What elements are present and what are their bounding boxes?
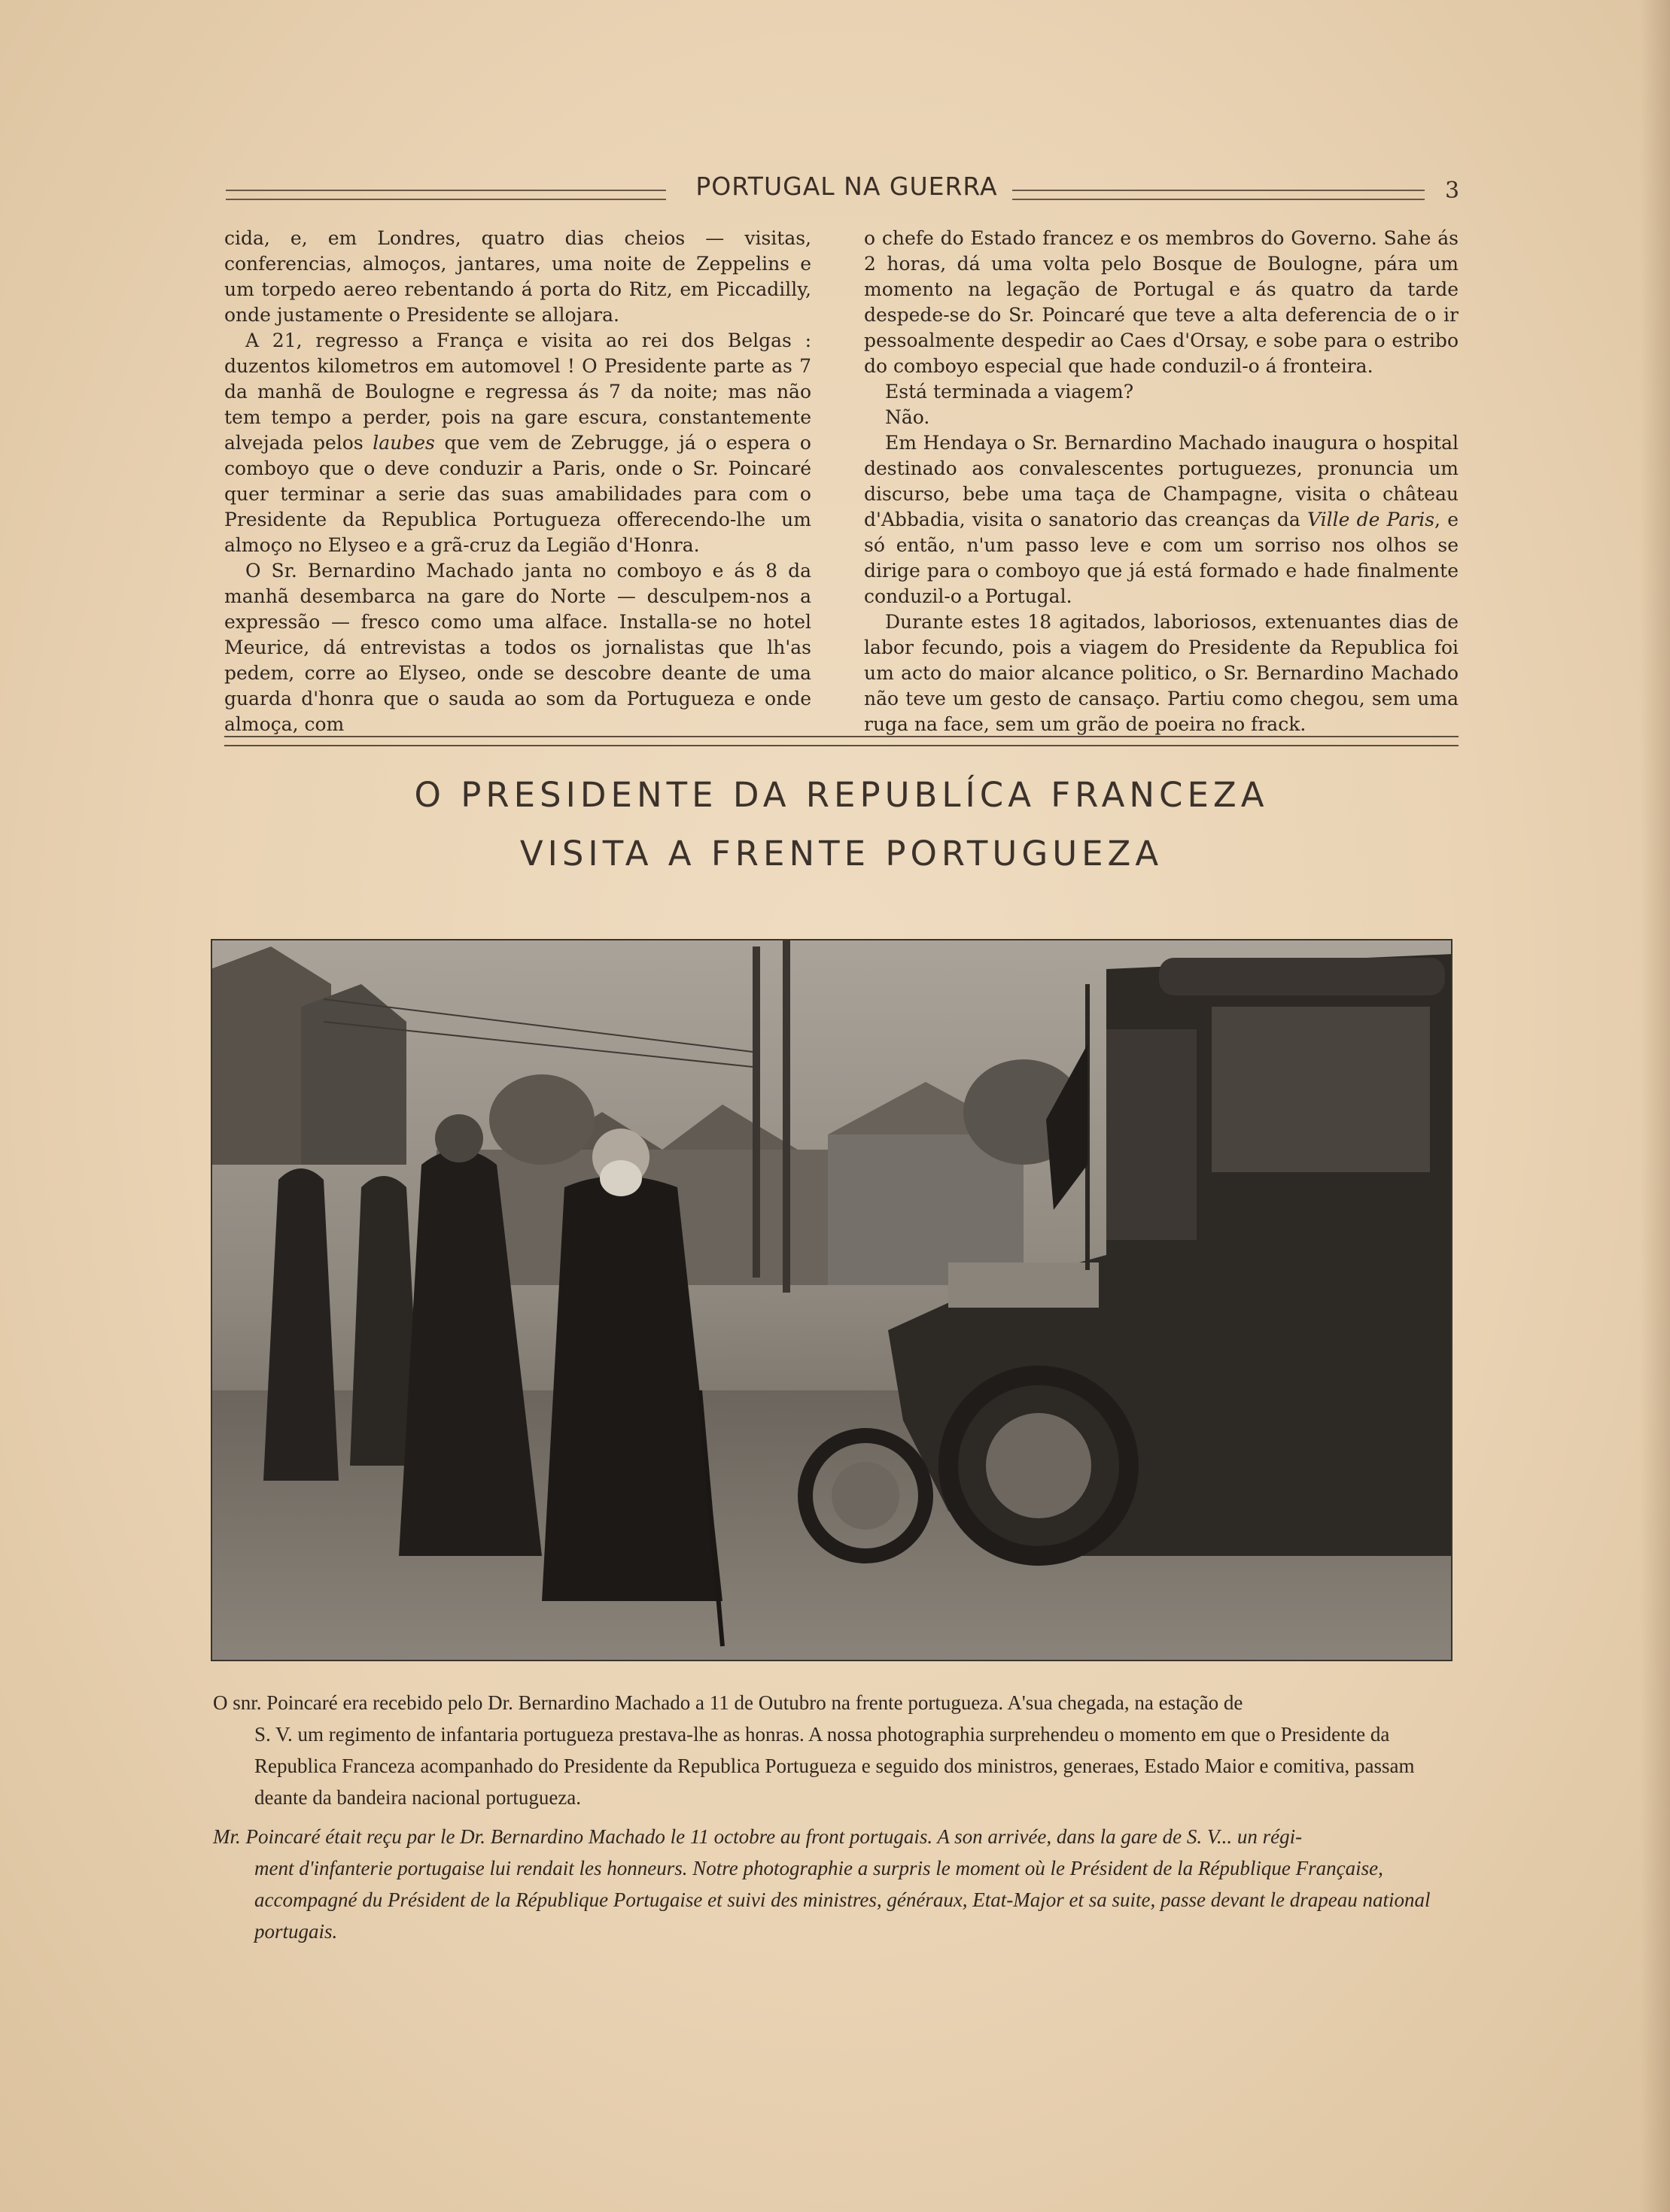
news-photograph [211,939,1453,1661]
paragraph: o chefe do Estado francez e os membros do Governo. Sahe ás 2 horas, dá uma volta pelo Bosque de Boulogne, pára um momento na legação de Portugal e ás quatro da tarde despede-se do Sr. Poincaré que teve a alta deferencia de o ir pessoalmente despedir ao Caes d'Orsay, e sobe para o estribo do comboyo especial que hade conduzil-o á fronteira. [864,227,1459,377]
publication-title: PORTUGAL NA GUERRA [695,172,998,201]
headline-line-2: VISITA A FRENTE PORTUGUEZA [519,834,1164,874]
paragraph: O Sr. Bernardino Machado janta no comboyo e ás 8 da manhã desembarca na gare do Norte — desculpem-nos a expressão — fresco como uma alface. Installa-se no hotel Meurice, dá entrevistas a todos os jornalistas que lh'as pedem, corre ao Elyseo, onde se descobre deante de uma guarda d'honra que o sauda ao som da Portugueza e onde almoça, com [224,560,811,735]
header-rule-right [1012,190,1425,200]
paragraph: Em Hendaya o Sr. Bernardino Machado inaugura o hospital destinado aos convalescentes portuguezes, pronuncia um discurso, bebe uma taça de Champagne, visita o château d'Abbadia, visita o sanatorio das creanças da Ville de Paris, e só então, n'um passo leve e com um sorriso nos olhos se dirige para o comboyo que já está formado e hade finalmente conduzil-o a Portugal. [864,432,1459,607]
caption-line: Mr. Poincaré était reçu par le Dr. Bernardino Machado le 11 octobre au front portugais. A son arrivée, dans la gare de S. V... un régi- [213,1825,1303,1848]
article-column-left [224,226,811,737]
caption-portuguese [213,1687,1447,1813]
caption-line: O snr. Poincaré era recebido pelo Dr. Bernardino Machado a 11 de Outubro na frente portugueza. A'sua chegada, na estação de [213,1691,1243,1714]
caption-text: ment d'infanterie portugaise lui rendait les honneurs. Notre photographie a surpris le moment où le Président de la République Française, accompagné du Président de la République Portugaise et suivi des ministres, généraux, Etat-Major et sa suite, passe devant le drapeau national portugais. [254,1857,1431,1943]
caption-text: S. V. um regimento de infantaria portugueza prestava-lhe as honras. A nossa photographia surprehendeu o momento em que o Presidente da Republica Franceza acompanhado do Presidente da Republica Portugueza e seguido dos ministros, generaes, Estado Maior e comitiva, passam deante da bandeira nacional portugueza. [254,1723,1415,1809]
paragraph: cida, e, em Londres, quatro dias cheios — visitas, conferencias, almoços, jantares, uma noite de Zeppelins e um torpedo aereo rebentando á porta do Ritz, em Piccadilly, onde justamente o Presidente se allojara. [224,227,811,326]
section-divider [224,736,1459,746]
running-header [226,172,1460,217]
headline-line-1: O PRESIDENTE DA REPUBLÍCA FRANCEZA [414,775,1269,815]
paragraph: Não. [885,406,930,428]
paragraph: A 21, regresso a França e visita ao rei dos Belgas : duzentos kilometros em automovel ! O Presidente parte as 7 da manhã de Boulogne e regressa ás 7 da noite; mas não tem tempo a perder, pois na gare escura, constantemente alvejada pelos laubes que vem de Zebrugge, já o espera o comboyo que o deve conduzir a Paris, onde o Sr. Poincaré quer terminar a serie das suas amabilidades para com o Presidente da Republica Portugueza offerecendo-lhe um almoço no Elyseo e a grã-cruz da Legião d'Honra. [224,330,811,556]
page-edge-shadow [1640,0,1670,2212]
article-column-right [864,226,1459,737]
paragraph: Durante estes 18 agitados, laboriosos, extenuantes dias de labor fecundo, pois a viagem do Presidente da Republica foi um acto do maior alcance politico, o Sr. Bernardino Machado não teve um gesto de cansaço. Partiu como chegou, sem uma ruga na face, sem um grão de poeira no frack. [864,611,1459,735]
header-rule-left [226,190,666,200]
page-number: 3 [1445,178,1460,204]
caption-french [213,1821,1447,1947]
paragraph: Está terminada a viagem? [885,381,1134,403]
